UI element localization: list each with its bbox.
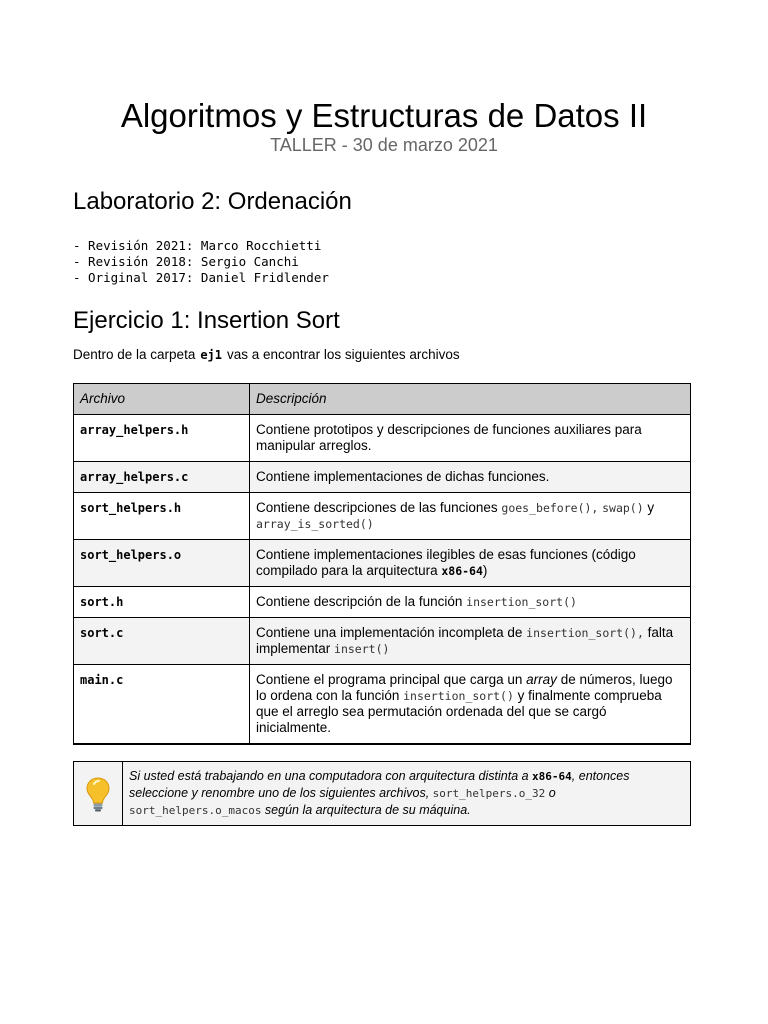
column-header-archivo: Archivo [74,384,250,415]
tip-text-part: o [545,786,556,800]
inline-code: array_is_sorted() [256,517,374,531]
file-name-cell: sort.c [74,618,250,665]
tip-file-32: sort_helpers.o_32 [432,787,546,800]
description-text: de números, luego lo ordena con la función [256,672,673,703]
inline-code: insertion_sort() [403,689,514,703]
inline-code: insertion_sort(), [526,626,644,640]
description-text: Contiene el programa principal que carga un [256,672,527,687]
lightbulb-icon [85,776,111,812]
table-row [74,618,691,665]
tip-text-part: Si usted está trabajando en una computadora con arquitectura distinta a [129,769,533,783]
file-name-cell: main.c [74,665,250,745]
inline-code: goes_before(), [501,501,599,515]
description-text: Contiene implementaciones ilegibles de esas funciones (código compilado para la arquitectura [256,547,636,578]
inline-code: insertion_sort() [466,595,577,609]
exercise-intro [73,346,460,364]
tip-text-part: , entonces seleccione y renombre uno de los siguientes archivos, [129,769,630,800]
revision-line: - Revisión 2018: Sergio Canchi [73,254,299,269]
file-description-cell [250,665,691,745]
description-text: Contiene descripción de la función [256,594,467,609]
inline-code: x86-64 [441,564,483,578]
inline-code: swap() [602,501,644,515]
description-text: Contiene descripciones de las funciones [256,500,502,515]
description-text: ) [482,563,488,578]
file-name-cell: sort_helpers.o [74,540,250,587]
revision-line: - Revisión 2021: Marco Rocchietti [73,238,322,253]
file-description-cell [250,540,691,587]
file-description-cell [250,415,691,462]
description-text: Contiene prototipos y descripciones de funciones auxiliares para manipular arreglos. [256,422,642,453]
table-header-row [74,384,691,415]
emphasis-text: array [526,672,557,687]
tip-arch-code: x86-64 [532,770,572,783]
file-name-cell: sort_helpers.h [74,493,250,540]
file-description-cell [250,587,691,618]
column-header-descripcion: Descripción [250,384,691,415]
table-row [74,665,691,745]
description-text: Contiene implementaciones de dichas funciones. [256,469,550,484]
table-row [74,415,691,462]
file-name-cell: array_helpers.c [74,462,250,493]
file-description-cell [250,618,691,665]
files-table [73,383,691,745]
description-text: y [643,500,655,515]
file-description-cell [250,493,691,540]
table-row [74,493,691,540]
file-name-cell: sort.h [74,587,250,618]
table-row [74,462,691,493]
file-name-cell: array_helpers.h [74,415,250,462]
intro-text-before: Dentro de la carpeta [73,347,196,362]
tip-text-part: según la arquitectura de su máquina. [261,803,471,817]
tip-icon-cell [74,762,123,825]
table-row [74,540,691,587]
description-text: falta implementar [256,625,674,656]
lab-heading: Laboratorio 2: Ordenación [73,188,352,215]
document-title: Algoritmos y Estructuras de Datos II [120,97,648,134]
document-subtitle: TALLER - 30 de marzo 2021 [270,135,498,155]
description-text: y finalmente comprueba que el arreglo sea permutación ordenada del que se cargó inicialmente. [256,688,662,735]
description-text: Contiene una implementación incompleta de [256,625,527,640]
intro-text-after: vas a encontrar los siguientes archivos [227,347,460,362]
tip-box [73,761,691,826]
exercise-heading: Ejercicio 1: Insertion Sort [73,307,340,334]
revision-list [73,238,329,286]
revision-line: - Original 2017: Daniel Fridlender [73,270,329,285]
table-row [74,587,691,618]
tip-file-macos: sort_helpers.o_macos [129,804,262,817]
folder-name-code: ej1 [200,348,223,362]
inline-code: insert() [334,642,390,656]
tip-text [123,762,690,825]
file-description-cell [250,462,691,493]
